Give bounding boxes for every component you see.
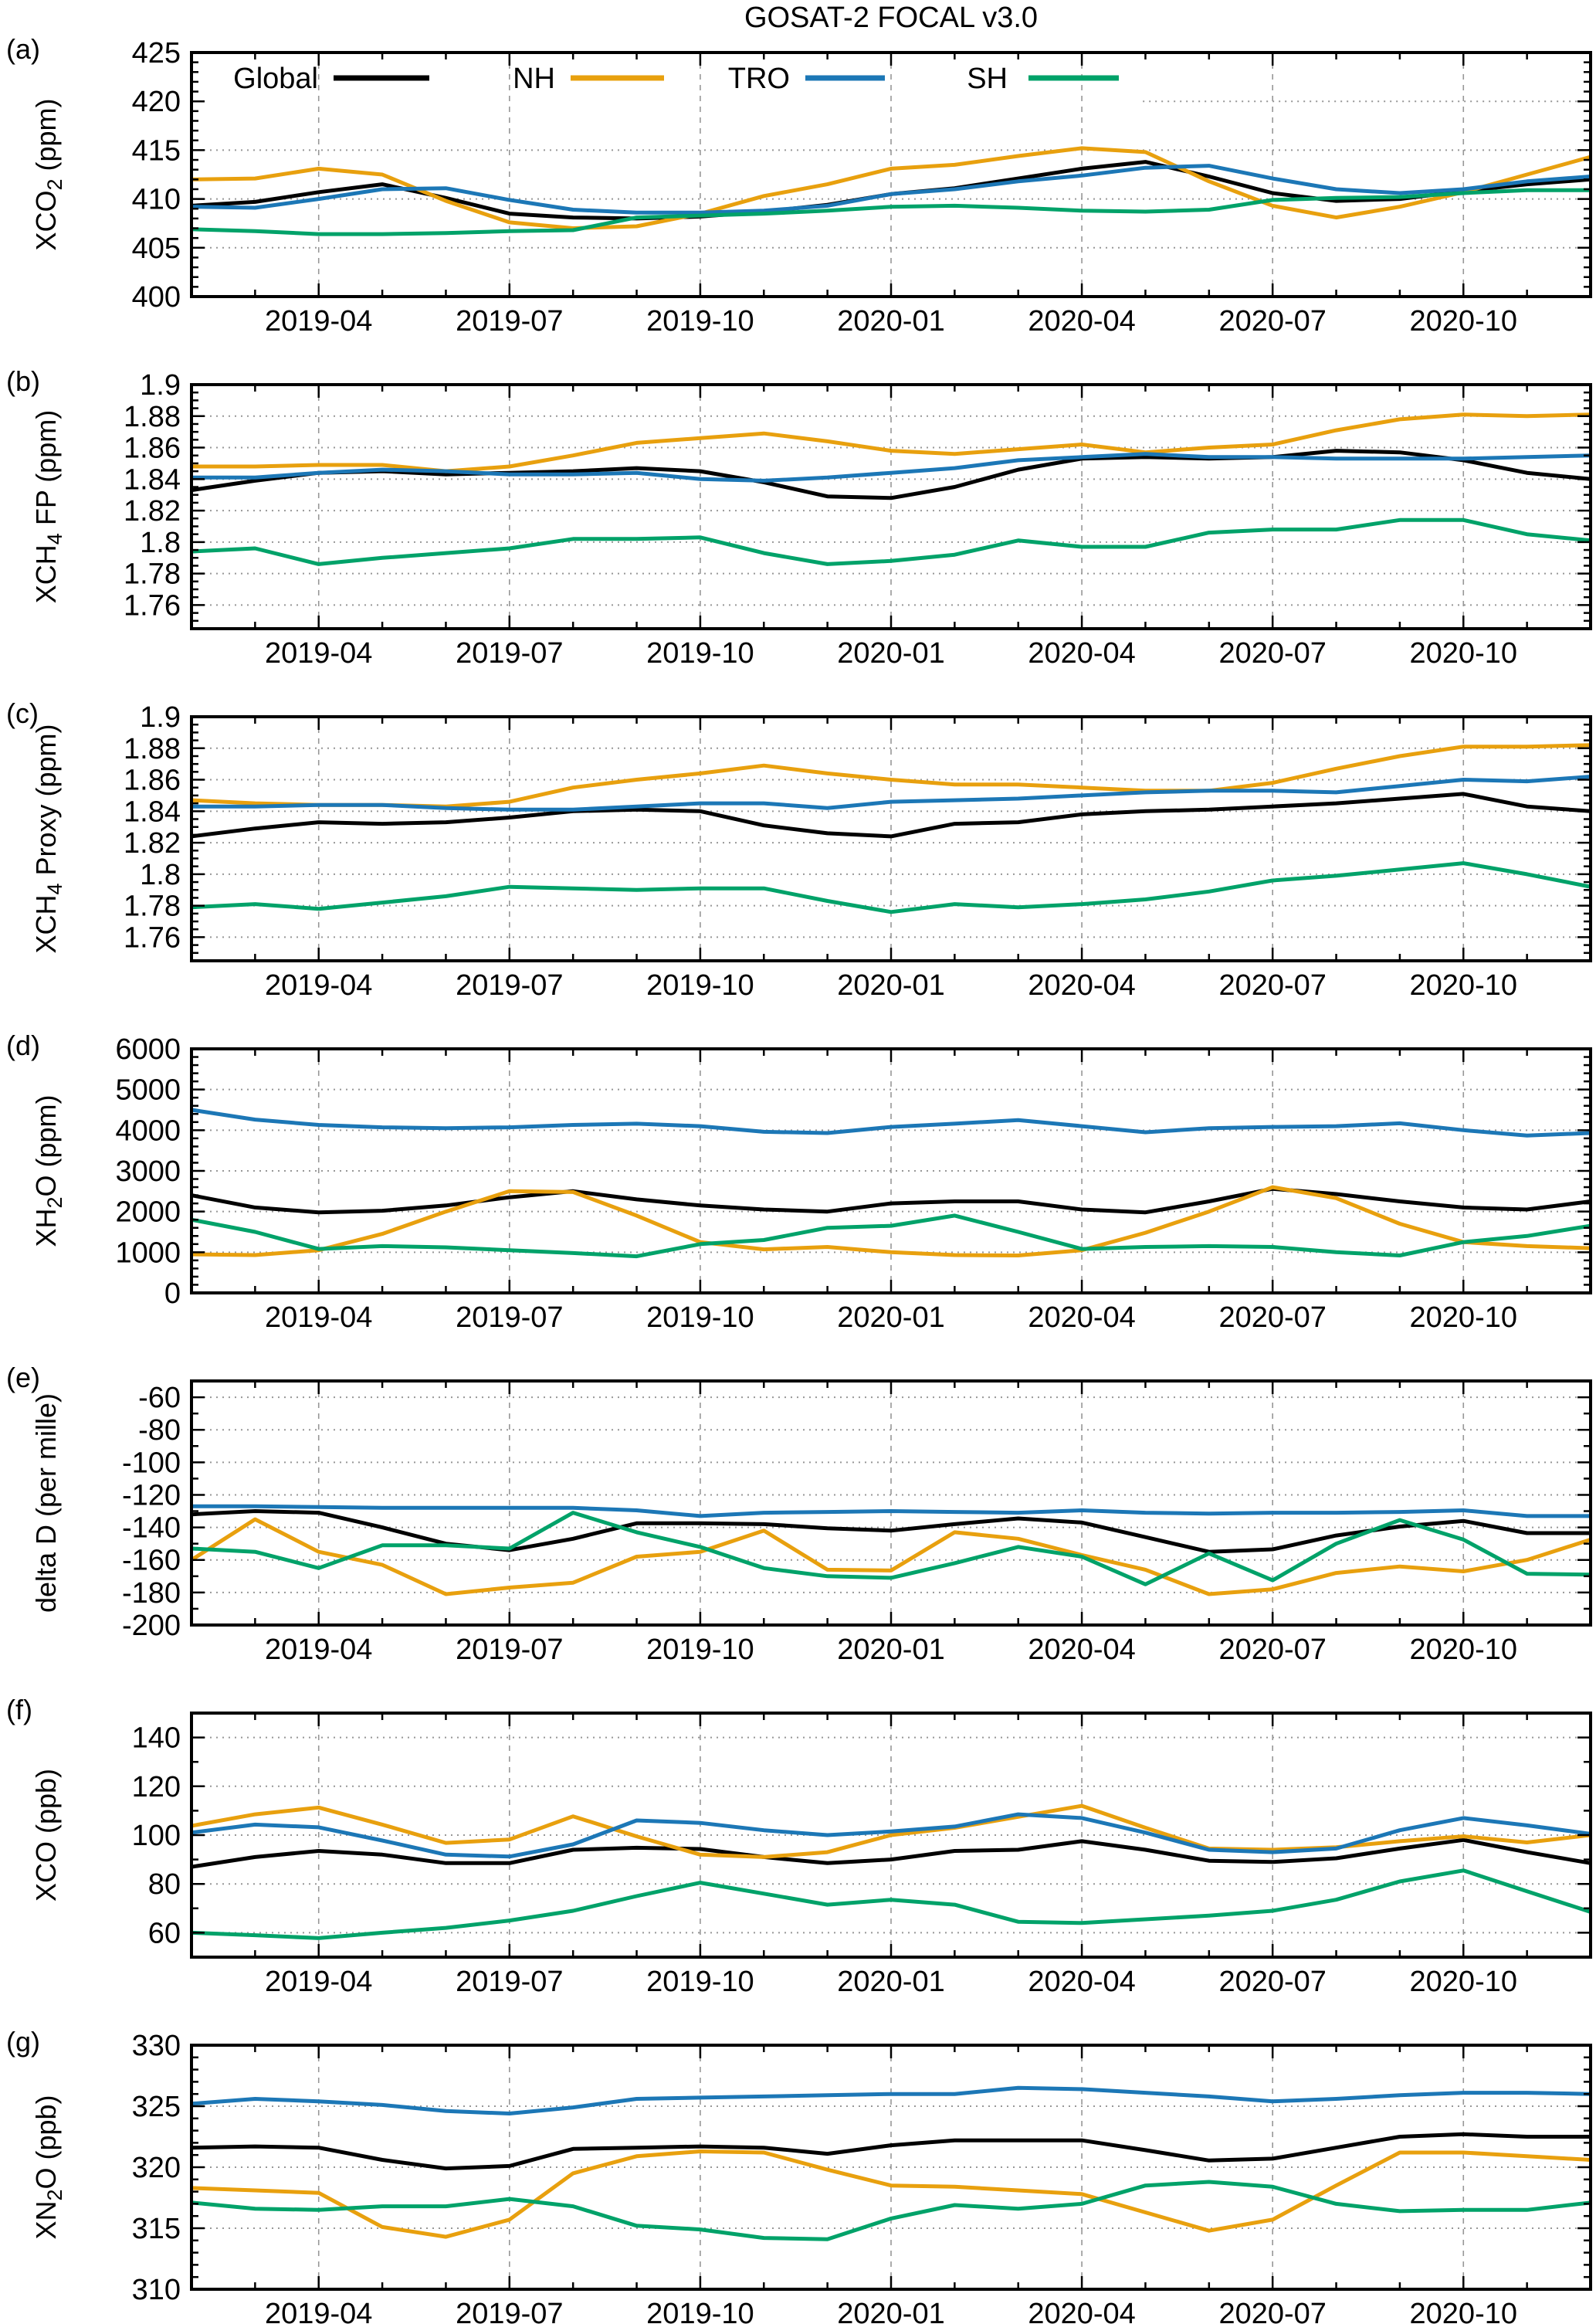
x-tick-label: 2020-10: [1409, 1634, 1518, 1666]
y-axis-title: XCO (ppb): [30, 1768, 62, 1902]
y-tick-label: 1000: [115, 1237, 181, 1270]
panel-a: [6, 33, 1591, 338]
panel-b: [6, 365, 1591, 670]
x-tick-label: 2020-01: [837, 1966, 945, 1998]
x-tick-label: 2019-07: [456, 2298, 564, 2324]
y-tick-label: 1.88: [124, 732, 181, 765]
chart-title: GOSAT-2 FOCAL v3.0: [744, 2, 1039, 34]
y-tick-label: 6000: [115, 1033, 181, 1066]
x-tick-label: 2019-04: [264, 1966, 373, 1998]
y-tick-label: 1.88: [124, 400, 181, 433]
y-tick-label: -80: [138, 1414, 181, 1447]
y-tick-label: 415: [131, 134, 181, 168]
x-tick-label: 2020-07: [1218, 637, 1327, 670]
x-tick-label: 2020-04: [1028, 1634, 1136, 1666]
x-tick-label: 2019-04: [264, 2298, 373, 2324]
panel-tag: (g): [6, 2026, 40, 2058]
y-tick-label: 1.8: [140, 526, 181, 559]
y-tick-label: 315: [131, 2213, 181, 2245]
x-tick-label: 2020-04: [1028, 637, 1136, 670]
y-tick-label: 80: [147, 1868, 181, 1902]
y-tick-label: 2000: [115, 1196, 181, 1229]
y-tick-label: 330: [131, 2030, 181, 2062]
panel-tag: (c): [6, 697, 39, 729]
x-tick-label: 2020-10: [1409, 2298, 1518, 2324]
y-tick-label: 1.8: [140, 858, 181, 891]
x-tick-label: 2020-04: [1028, 2298, 1136, 2324]
x-tick-label: 2020-01: [837, 305, 945, 338]
x-tick-label: 2020-01: [837, 1301, 945, 1334]
panel-f: [6, 1694, 1591, 1998]
y-tick-label: 5000: [115, 1074, 181, 1107]
y-tick-label: 140: [131, 1722, 181, 1755]
y-axis-title: $XH_2O$ (ppm): [30, 1094, 66, 1247]
x-tick-label: 2019-04: [264, 969, 373, 1002]
legend: [233, 63, 1119, 95]
legend-label: TRO: [727, 63, 790, 95]
y-tick-label: -200: [121, 1610, 181, 1642]
x-tick-label: 2020-01: [837, 1634, 945, 1666]
y-tick-label: 1.84: [124, 463, 181, 497]
legend-entry-nh: [513, 63, 664, 95]
x-tick-label: 2020-01: [837, 637, 945, 670]
y-tick-label: 100: [131, 1820, 181, 1852]
x-tick-label: 2020-07: [1218, 1634, 1327, 1666]
y-tick-label: 120: [131, 1770, 181, 1803]
panel-tag: (e): [6, 1362, 40, 1393]
x-tick-label: 2019-07: [456, 969, 564, 1002]
x-tick-label: 2019-04: [264, 1634, 373, 1666]
legend-label: SH: [967, 63, 1008, 95]
y-tick-label: 425: [131, 37, 181, 70]
y-tick-label: 0: [164, 1277, 181, 1310]
x-tick-label: 2019-10: [646, 2298, 754, 2324]
y-tick-label: 405: [131, 232, 181, 265]
y-tick-label: 3000: [115, 1155, 181, 1188]
y-axis-title: $XCH_4$ Proxy (ppm): [30, 724, 66, 954]
x-tick-label: 2020-07: [1218, 305, 1327, 338]
y-tick-label: 325: [131, 2091, 181, 2123]
x-tick-label: 2019-10: [646, 1966, 754, 1998]
series-line-tro: [191, 1110, 1591, 1135]
y-tick-label: 1.84: [124, 796, 181, 829]
x-tick-label: 2020-04: [1028, 1966, 1136, 1998]
x-tick-label: 2019-07: [456, 1634, 564, 1666]
x-tick-label: 2020-04: [1028, 1301, 1136, 1334]
y-tick-label: -120: [121, 1479, 181, 1512]
x-tick-label: 2019-07: [456, 305, 564, 338]
y-axis-title: delta D (per mille): [30, 1393, 62, 1613]
y-tick-label: 1.76: [124, 921, 181, 955]
y-tick-label: 1.78: [124, 558, 181, 591]
x-tick-label: 2020-01: [837, 2298, 945, 2324]
x-tick-label: 2020-07: [1218, 969, 1327, 1002]
y-tick-label: -100: [121, 1447, 181, 1480]
y-axis-title: $XN_2O$ (ppb): [30, 2095, 66, 2240]
y-tick-label: 60: [147, 1917, 181, 1950]
y-tick-label: 4000: [115, 1115, 181, 1148]
x-tick-label: 2019-10: [646, 1301, 754, 1334]
x-tick-label: 2019-07: [456, 637, 564, 670]
x-tick-label: 2019-10: [646, 637, 754, 670]
panel-c: [6, 697, 1591, 1002]
x-tick-label: 2020-04: [1028, 969, 1136, 1002]
y-tick-label: 1.82: [124, 495, 181, 528]
panel-tag: (a): [6, 33, 40, 65]
legend-entry-tro: [728, 63, 885, 95]
panel-d: [6, 1030, 1591, 1334]
x-tick-label: 2019-07: [456, 1301, 564, 1334]
x-tick-label: 2020-10: [1409, 969, 1518, 1002]
y-tick-label: 400: [131, 281, 181, 314]
x-tick-label: 2020-07: [1218, 2298, 1327, 2324]
panel-tag: (b): [6, 365, 40, 397]
x-tick-label: 2020-07: [1218, 1301, 1327, 1334]
x-tick-label: 2020-10: [1409, 1966, 1518, 1998]
panel-tag: (d): [6, 1030, 40, 1061]
y-tick-label: 1.86: [124, 764, 181, 797]
y-tick-label: 320: [131, 2152, 181, 2184]
legend-entry-global: [233, 63, 429, 95]
y-tick-label: 1.9: [140, 701, 181, 734]
x-tick-label: 2020-04: [1028, 305, 1136, 338]
x-tick-label: 2020-10: [1409, 1301, 1518, 1334]
x-tick-label: 2020-07: [1218, 1966, 1327, 1998]
x-tick-label: 2019-10: [646, 305, 754, 338]
y-tick-label: 410: [131, 183, 181, 216]
x-tick-label: 2020-10: [1409, 305, 1518, 338]
x-tick-label: 2019-10: [646, 969, 754, 1002]
y-tick-label: -60: [138, 1382, 181, 1415]
y-tick-label: -180: [121, 1576, 181, 1610]
panel-tag: (f): [6, 1694, 32, 1725]
x-tick-label: 2020-10: [1409, 637, 1518, 670]
legend-entry-sh: [967, 63, 1119, 95]
y-tick-label: -160: [121, 1544, 181, 1577]
x-tick-label: 2020-01: [837, 969, 945, 1002]
y-axis-title: $XCO_2$ (ppm): [30, 98, 66, 251]
y-tick-label: 1.82: [124, 827, 181, 860]
x-tick-label: 2019-04: [264, 305, 373, 338]
legend-label: NH: [513, 63, 555, 95]
y-tick-label: 1.86: [124, 432, 181, 465]
y-tick-label: -140: [121, 1511, 181, 1545]
x-tick-label: 2019-10: [646, 1634, 754, 1666]
y-axis-title: $XCH_4$ FP (ppm): [30, 409, 66, 604]
x-tick-label: 2019-07: [456, 1966, 564, 1998]
panel-g: [6, 2026, 1591, 2324]
x-tick-label: 2019-04: [264, 637, 373, 670]
y-tick-label: 1.76: [124, 589, 181, 623]
y-tick-label: 310: [131, 2274, 181, 2306]
y-tick-label: 1.9: [140, 369, 181, 402]
panel-e: [6, 1362, 1591, 1666]
x-tick-label: 2019-04: [264, 1301, 373, 1334]
y-tick-label: 1.78: [124, 890, 181, 923]
legend-label: Global: [233, 63, 318, 95]
y-tick-label: 420: [131, 86, 181, 119]
